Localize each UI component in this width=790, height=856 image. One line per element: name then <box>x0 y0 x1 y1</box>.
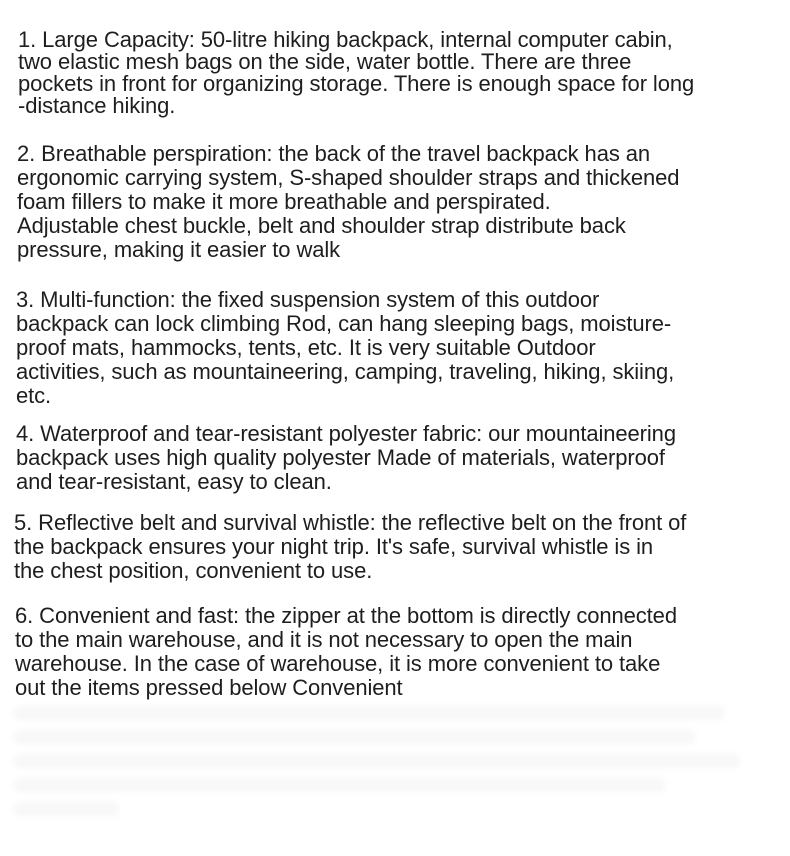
paragraph-line: to the main warehouse, and it is not necessary to open the main <box>15 627 633 652</box>
feature-paragraph-breathable <box>17 142 679 262</box>
paragraph-line: activities, such as mountaineering, camping, traveling, hiking, skiing, <box>16 359 675 384</box>
paragraph-line: pockets in front for organizing storage. There is enough space for long <box>18 71 695 96</box>
paragraph-line: 4. Waterproof and tear-resistant polyester fabric: our mountaineering <box>16 421 676 446</box>
paragraph-line: backpack uses high quality polyester Made of materials, waterproof <box>16 445 665 470</box>
paragraph-line: 1. Large Capacity: 50-litre hiking backpack, internal computer cabin, <box>18 27 673 52</box>
paragraph-line: 5. Reflective belt and survival whistle: the reflective belt on the front of <box>14 510 687 535</box>
paragraph-line: and tear-resistant, easy to clean. <box>16 469 332 494</box>
paragraph-line: 3. Multi-function: the fixed suspension system of this outdoor <box>16 287 600 312</box>
paragraph-line: 6. Convenient and fast: the zipper at the bottom is directly connected <box>15 603 677 628</box>
feature-paragraph-multi-function <box>16 288 674 408</box>
paragraph-line: warehouse. In the case of warehouse, it is more convenient to take <box>15 651 661 676</box>
feature-paragraph-waterproof <box>16 422 676 494</box>
paragraph-line: out the items pressed below Convenient <box>15 675 403 700</box>
paragraph-line: -distance hiking. <box>18 93 176 118</box>
paragraph-line: proof mats, hammocks, tents, etc. It is very suitable Outdoor <box>16 335 596 360</box>
paragraph-line: pressure, making it easier to walk <box>17 237 341 262</box>
paragraph-line: 2. Breathable perspiration: the back of the travel backpack has an <box>17 141 651 166</box>
paragraph-line: the backpack ensures your night trip. It's safe, survival whistle is in <box>14 534 654 559</box>
paragraph-line: foam fillers to make it more breathable and perspirated. <box>17 189 551 214</box>
feature-paragraph-reflective <box>14 511 686 583</box>
paragraph-line: ergonomic carrying system, S-shaped shoulder straps and thickened <box>17 165 680 190</box>
paragraph-line: etc. <box>16 383 52 408</box>
paragraph-line: two elastic mesh bags on the side, water bottle. There are three <box>18 49 632 74</box>
paragraph-line: the chest position, convenient to use. <box>14 558 373 583</box>
paragraph-line: Adjustable chest buckle, belt and shoulder strap distribute back <box>17 213 626 238</box>
feature-paragraph-convenient <box>15 604 677 700</box>
feature-paragraph-capacity <box>18 29 694 117</box>
paragraph-line: backpack can lock climbing Rod, can hang sleeping bags, moisture- <box>16 311 672 336</box>
faded-background-texture <box>14 706 754 831</box>
